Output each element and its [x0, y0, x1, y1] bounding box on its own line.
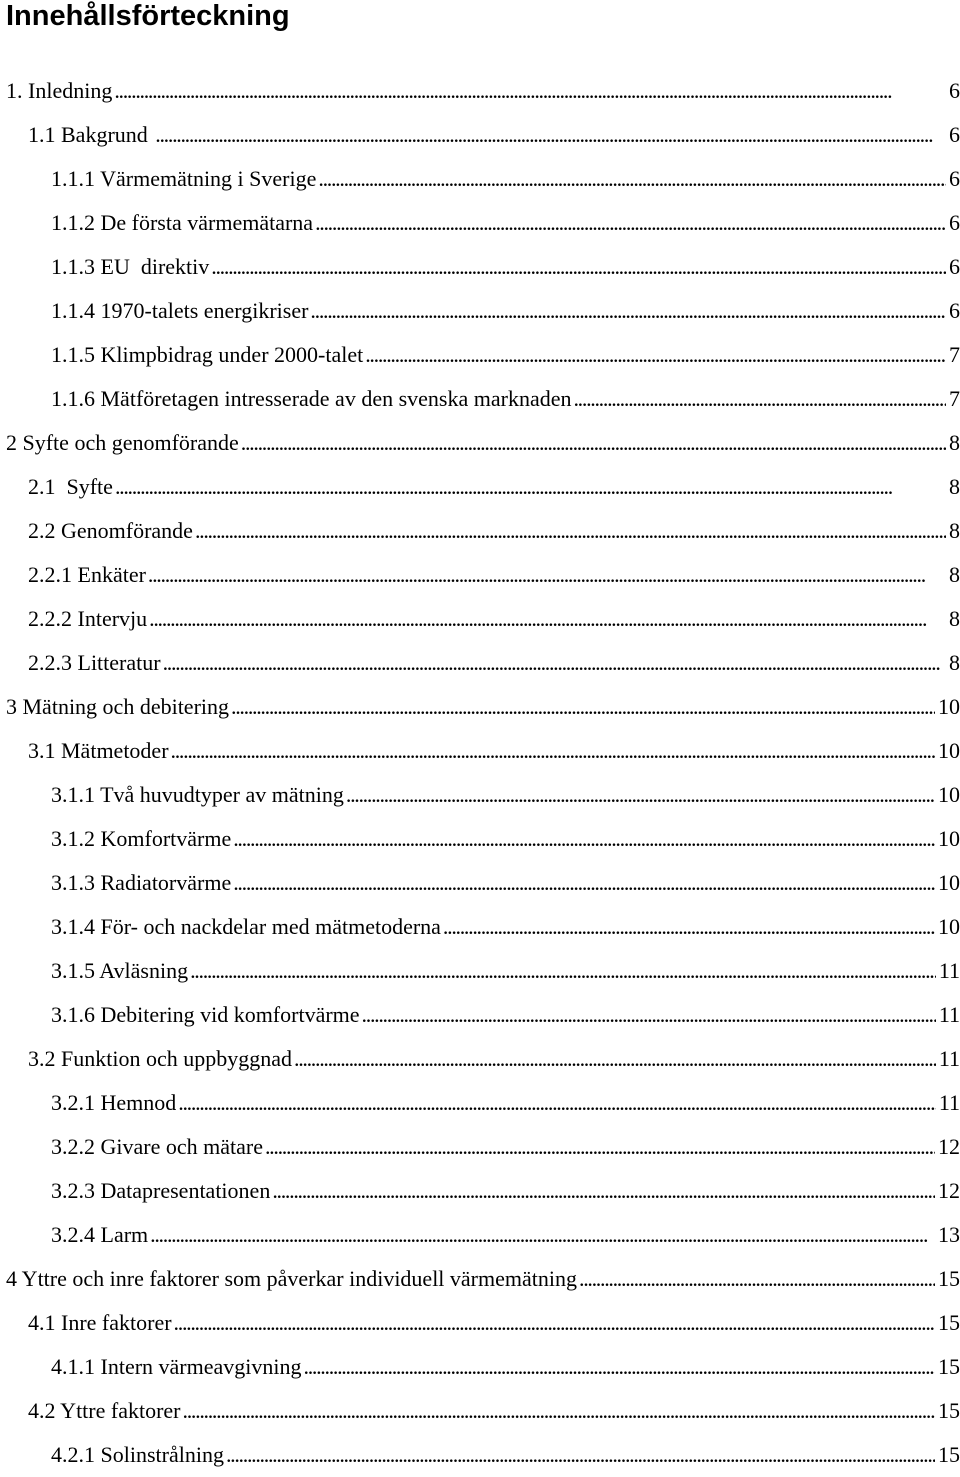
toc-entry-title: 1.1.6 Mätföretagen intresserade av den svenska marknaden — [51, 386, 572, 411]
toc-entry-page-number: 11 — [938, 958, 960, 983]
toc-entry[interactable] — [0, 377, 960, 421]
toc-entry-title: 1.1.5 Klimpbidrag under 2000-talet — [51, 342, 364, 367]
toc-entry-title: 3.1.6 Debitering vid komfortvärme — [51, 1002, 360, 1027]
dot-leader — [346, 773, 935, 817]
toc-entry[interactable] — [0, 201, 960, 245]
toc-entry-title: 3.1.4 För- och nackdelar med mätmetoderna — [51, 914, 441, 939]
dot-leader — [294, 1037, 936, 1081]
dot-leader — [233, 861, 935, 905]
toc-entry-page-number: 12 — [938, 1134, 960, 1159]
toc-entry[interactable] — [0, 421, 960, 465]
toc-entry-title: 3.1.3 Radiatorvärme — [51, 870, 232, 895]
toc-entry[interactable] — [0, 1213, 960, 1257]
toc-entry[interactable] — [0, 1257, 960, 1301]
dot-leader — [573, 377, 946, 421]
toc-entry-page-number: 15 — [938, 1266, 960, 1291]
toc-entry[interactable] — [0, 465, 960, 509]
dot-leader — [171, 729, 935, 773]
toc-entry-page-number: 11 — [938, 1002, 960, 1027]
toc-entry[interactable] — [0, 1125, 960, 1169]
toc-entry-page-number: 8 — [949, 518, 960, 543]
toc-entry-title: 3.1.2 Komfortvärme — [51, 826, 232, 851]
toc-entry-page-number: 10 — [938, 826, 960, 851]
toc-entry[interactable] — [0, 641, 960, 685]
dot-leader — [304, 1345, 936, 1389]
toc-entry[interactable] — [0, 113, 960, 157]
toc-entry-title: 4.2.1 Solinstrålning — [51, 1442, 224, 1467]
toc-entry-title: 2 Syfte och genomförande — [6, 430, 239, 455]
toc-entry[interactable] — [0, 1433, 960, 1477]
toc-entry-page-number: 8 — [949, 650, 960, 675]
toc-entry-title: 1.1.1 Värmemätning i Sverige — [51, 166, 317, 191]
toc-entry[interactable] — [0, 993, 960, 1037]
toc-entry-title: 1.1.3 EU direktiv — [51, 254, 210, 279]
dot-leader — [195, 509, 946, 553]
toc-entry-title: 1.1.4 1970-talets energikriser — [51, 298, 309, 323]
toc-entry-title: 3.2.4 Larm — [51, 1222, 149, 1247]
toc-entry-page-number: 8 — [949, 474, 960, 499]
dot-leader — [233, 817, 935, 861]
dot-leader — [211, 245, 946, 289]
toc-entry[interactable] — [0, 157, 960, 201]
toc-entry-page-number: 10 — [938, 782, 960, 807]
toc-entry[interactable] — [0, 289, 960, 333]
toc-entry-page-number: 10 — [938, 738, 960, 763]
dot-leader — [190, 949, 936, 993]
toc-entry-title: 3.2.3 Datapresentationen — [51, 1178, 271, 1203]
toc-entry-title: 3 Mätning och debitering — [6, 694, 230, 719]
dot-leader — [265, 1125, 935, 1169]
toc-entry-page-number: 13 — [938, 1222, 960, 1247]
toc-entry-page-number: 8 — [949, 430, 960, 455]
toc-entry-page-number: 6 — [949, 78, 960, 103]
dot-leader — [148, 553, 946, 597]
dot-leader — [163, 641, 946, 685]
dot-leader — [115, 465, 946, 509]
toc-entry[interactable] — [0, 1301, 960, 1345]
toc-entry-page-number: 7 — [949, 342, 960, 367]
toc-entry-page-number: 10 — [938, 870, 960, 895]
dot-leader — [149, 597, 946, 641]
toc-entry-title: 1.1.2 De första värmemätarna — [51, 210, 314, 235]
toc-entry[interactable] — [0, 685, 960, 729]
toc-entry-page-number: 6 — [949, 254, 960, 279]
toc-entry-page-number: 8 — [949, 562, 960, 587]
toc-entry[interactable] — [0, 905, 960, 949]
toc-entry[interactable] — [0, 773, 960, 817]
toc-entry-page-number: 6 — [949, 166, 960, 191]
toc-entry-title: 2.2.3 Litteratur — [28, 650, 161, 675]
toc-entry[interactable] — [0, 333, 960, 377]
toc-entry-page-number: 8 — [949, 606, 960, 631]
toc-entry[interactable] — [0, 1389, 960, 1433]
toc-entry-title: 2.2.1 Enkäter — [28, 562, 146, 587]
dot-leader — [443, 905, 935, 949]
dot-leader — [318, 157, 946, 201]
table-of-contents — [0, 69, 960, 1477]
toc-entry[interactable] — [0, 1345, 960, 1389]
toc-entry-title: 3.1.5 Avläsning — [51, 958, 189, 983]
dot-leader — [183, 1389, 935, 1433]
toc-entry[interactable] — [0, 1081, 960, 1125]
dot-leader — [226, 1433, 935, 1477]
dot-leader — [272, 1169, 935, 1213]
toc-entry[interactable] — [0, 245, 960, 289]
dot-leader — [114, 69, 946, 113]
toc-entry[interactable] — [0, 729, 960, 773]
dot-leader — [178, 1081, 936, 1125]
dot-leader — [231, 685, 935, 729]
toc-entry-page-number: 6 — [949, 298, 960, 323]
toc-entry-title: 4.1 Inre faktorer — [28, 1310, 172, 1335]
toc-entry-title: 3.2.1 Hemnod — [51, 1090, 177, 1115]
toc-entry[interactable] — [0, 1169, 960, 1213]
toc-entry-page-number: 15 — [938, 1310, 960, 1335]
toc-entry-page-number: 15 — [938, 1354, 960, 1379]
toc-entry-page-number: 10 — [938, 694, 960, 719]
toc-entry-title: 3.2 Funktion och uppbyggnad — [28, 1046, 292, 1071]
toc-entry-page-number: 11 — [938, 1090, 960, 1115]
toc-entry-page-number: 10 — [938, 914, 960, 939]
toc-entry[interactable] — [0, 949, 960, 993]
toc-entry-page-number: 7 — [949, 386, 960, 411]
toc-entry-title: 3.1.1 Två huvudtyper av mätning — [51, 782, 344, 807]
toc-entry[interactable] — [0, 861, 960, 905]
toc-entry-title: 2.1 Syfte — [28, 474, 113, 499]
toc-entry-title: 3.2.2 Givare och mätare — [51, 1134, 263, 1159]
toc-entry-title: 3.1 Mätmetoder — [28, 738, 169, 763]
dot-leader — [365, 333, 946, 377]
dot-leader — [310, 289, 946, 333]
toc-entry-title: 4.1.1 Intern värmeavgivning — [51, 1354, 302, 1379]
dot-leader — [362, 993, 936, 1037]
toc-entry-page-number: 11 — [938, 1046, 960, 1071]
toc-entry-page-number: 12 — [938, 1178, 960, 1203]
toc-entry[interactable] — [0, 597, 960, 641]
toc-entry[interactable] — [0, 69, 960, 113]
toc-entry[interactable] — [0, 817, 960, 861]
toc-entry-title: 2.2 Genomförande — [28, 518, 193, 543]
toc-entry[interactable] — [0, 553, 960, 597]
dot-leader — [241, 421, 946, 465]
toc-entry-title: 1. Inledning — [6, 78, 113, 103]
toc-entry[interactable] — [0, 1037, 960, 1081]
toc-entry-page-number: 6 — [949, 122, 960, 147]
dot-leader — [174, 1301, 935, 1345]
toc-entry-title: 4.2 Yttre faktorer — [28, 1398, 181, 1423]
toc-entry-page-number: 15 — [938, 1442, 960, 1467]
dot-leader — [315, 201, 946, 245]
toc-heading: Innehållsförteckning — [6, 0, 290, 32]
dot-leader — [155, 113, 946, 157]
toc-entry-title: 4 Yttre och inre faktorer som påverkar individuell värmemätning — [6, 1266, 577, 1291]
toc-entry-page-number: 15 — [938, 1398, 960, 1423]
dot-leader — [579, 1257, 935, 1301]
toc-entry-title: 1.1 Bakgrund — [28, 122, 154, 147]
dot-leader — [150, 1213, 935, 1257]
toc-entry[interactable] — [0, 509, 960, 553]
toc-entry-title: 2.2.2 Intervju — [28, 606, 148, 631]
toc-entry-page-number: 6 — [949, 210, 960, 235]
